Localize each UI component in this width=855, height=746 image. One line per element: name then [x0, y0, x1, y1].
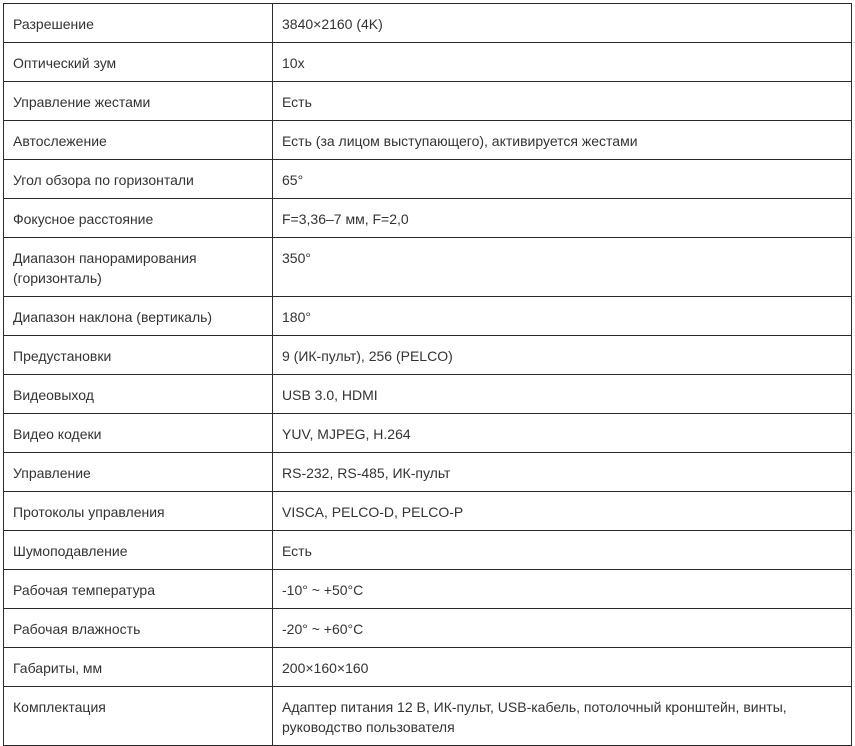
spec-value: Адаптер питания 12 В, ИК-пульт, USB-кабель, потолочный кронштейн, винты, руководство пользователя — [273, 687, 852, 746]
spec-value: 10x — [273, 43, 852, 82]
spec-param: Видеовыход — [4, 375, 273, 414]
spec-param: Фокусное расстояние — [4, 199, 273, 238]
spec-value: 3840×2160 (4K) — [273, 4, 852, 43]
table-row — [4, 82, 852, 121]
spec-value: 350° — [273, 238, 852, 297]
spec-value: 65° — [273, 160, 852, 199]
table-row — [4, 453, 852, 492]
spec-value: F=3,36–7 мм, F=2,0 — [273, 199, 852, 238]
spec-param: Шумоподавление — [4, 531, 273, 570]
table-row — [4, 336, 852, 375]
table-row — [4, 492, 852, 531]
table-row — [4, 121, 852, 160]
spec-value: 180° — [273, 297, 852, 336]
table-row — [4, 375, 852, 414]
spec-value: Есть — [273, 82, 852, 121]
spec-param: Рабочая влажность — [4, 609, 273, 648]
spec-param: Видео кодеки — [4, 414, 273, 453]
spec-param: Автослежение — [4, 121, 273, 160]
spec-param: Предустановки — [4, 336, 273, 375]
table-row — [4, 648, 852, 687]
spec-param: Диапазон панорамирования (горизонталь) — [4, 238, 273, 297]
spec-param: Угол обзора по горизонтали — [4, 160, 273, 199]
spec-value: -10° ~ +50°C — [273, 570, 852, 609]
table-row — [4, 43, 852, 82]
spec-param: Комплектация — [4, 687, 273, 746]
spec-param: Диапазон наклона (вертикаль) — [4, 297, 273, 336]
table-row — [4, 4, 852, 43]
spec-value: 200×160×160 — [273, 648, 852, 687]
table-row — [4, 160, 852, 199]
spec-value: VISCA, PELCO-D, PELCO-P — [273, 492, 852, 531]
table-row — [4, 687, 852, 746]
spec-value: -20° ~ +60°C — [273, 609, 852, 648]
table-row — [4, 570, 852, 609]
spec-param: Протоколы управления — [4, 492, 273, 531]
table-row — [4, 297, 852, 336]
spec-param: Управление — [4, 453, 273, 492]
spec-value: Есть (за лицом выступающего), активируется жестами — [273, 121, 852, 160]
spec-param: Габариты, мм — [4, 648, 273, 687]
table-row — [4, 609, 852, 648]
specifications-table — [3, 3, 852, 746]
table-row — [4, 414, 852, 453]
spec-param: Оптический зум — [4, 43, 273, 82]
spec-param: Управление жестами — [4, 82, 273, 121]
spec-value: USB 3.0, HDMI — [273, 375, 852, 414]
specifications-table-body — [4, 4, 852, 746]
table-row — [4, 238, 852, 297]
spec-value: 9 (ИК-пульт), 256 (PELCO) — [273, 336, 852, 375]
table-row — [4, 531, 852, 570]
spec-value: YUV, MJPEG, H.264 — [273, 414, 852, 453]
spec-param: Разрешение — [4, 4, 273, 43]
table-row — [4, 199, 852, 238]
spec-value: RS-232, RS-485, ИК-пульт — [273, 453, 852, 492]
spec-value: Есть — [273, 531, 852, 570]
spec-param: Рабочая температура — [4, 570, 273, 609]
